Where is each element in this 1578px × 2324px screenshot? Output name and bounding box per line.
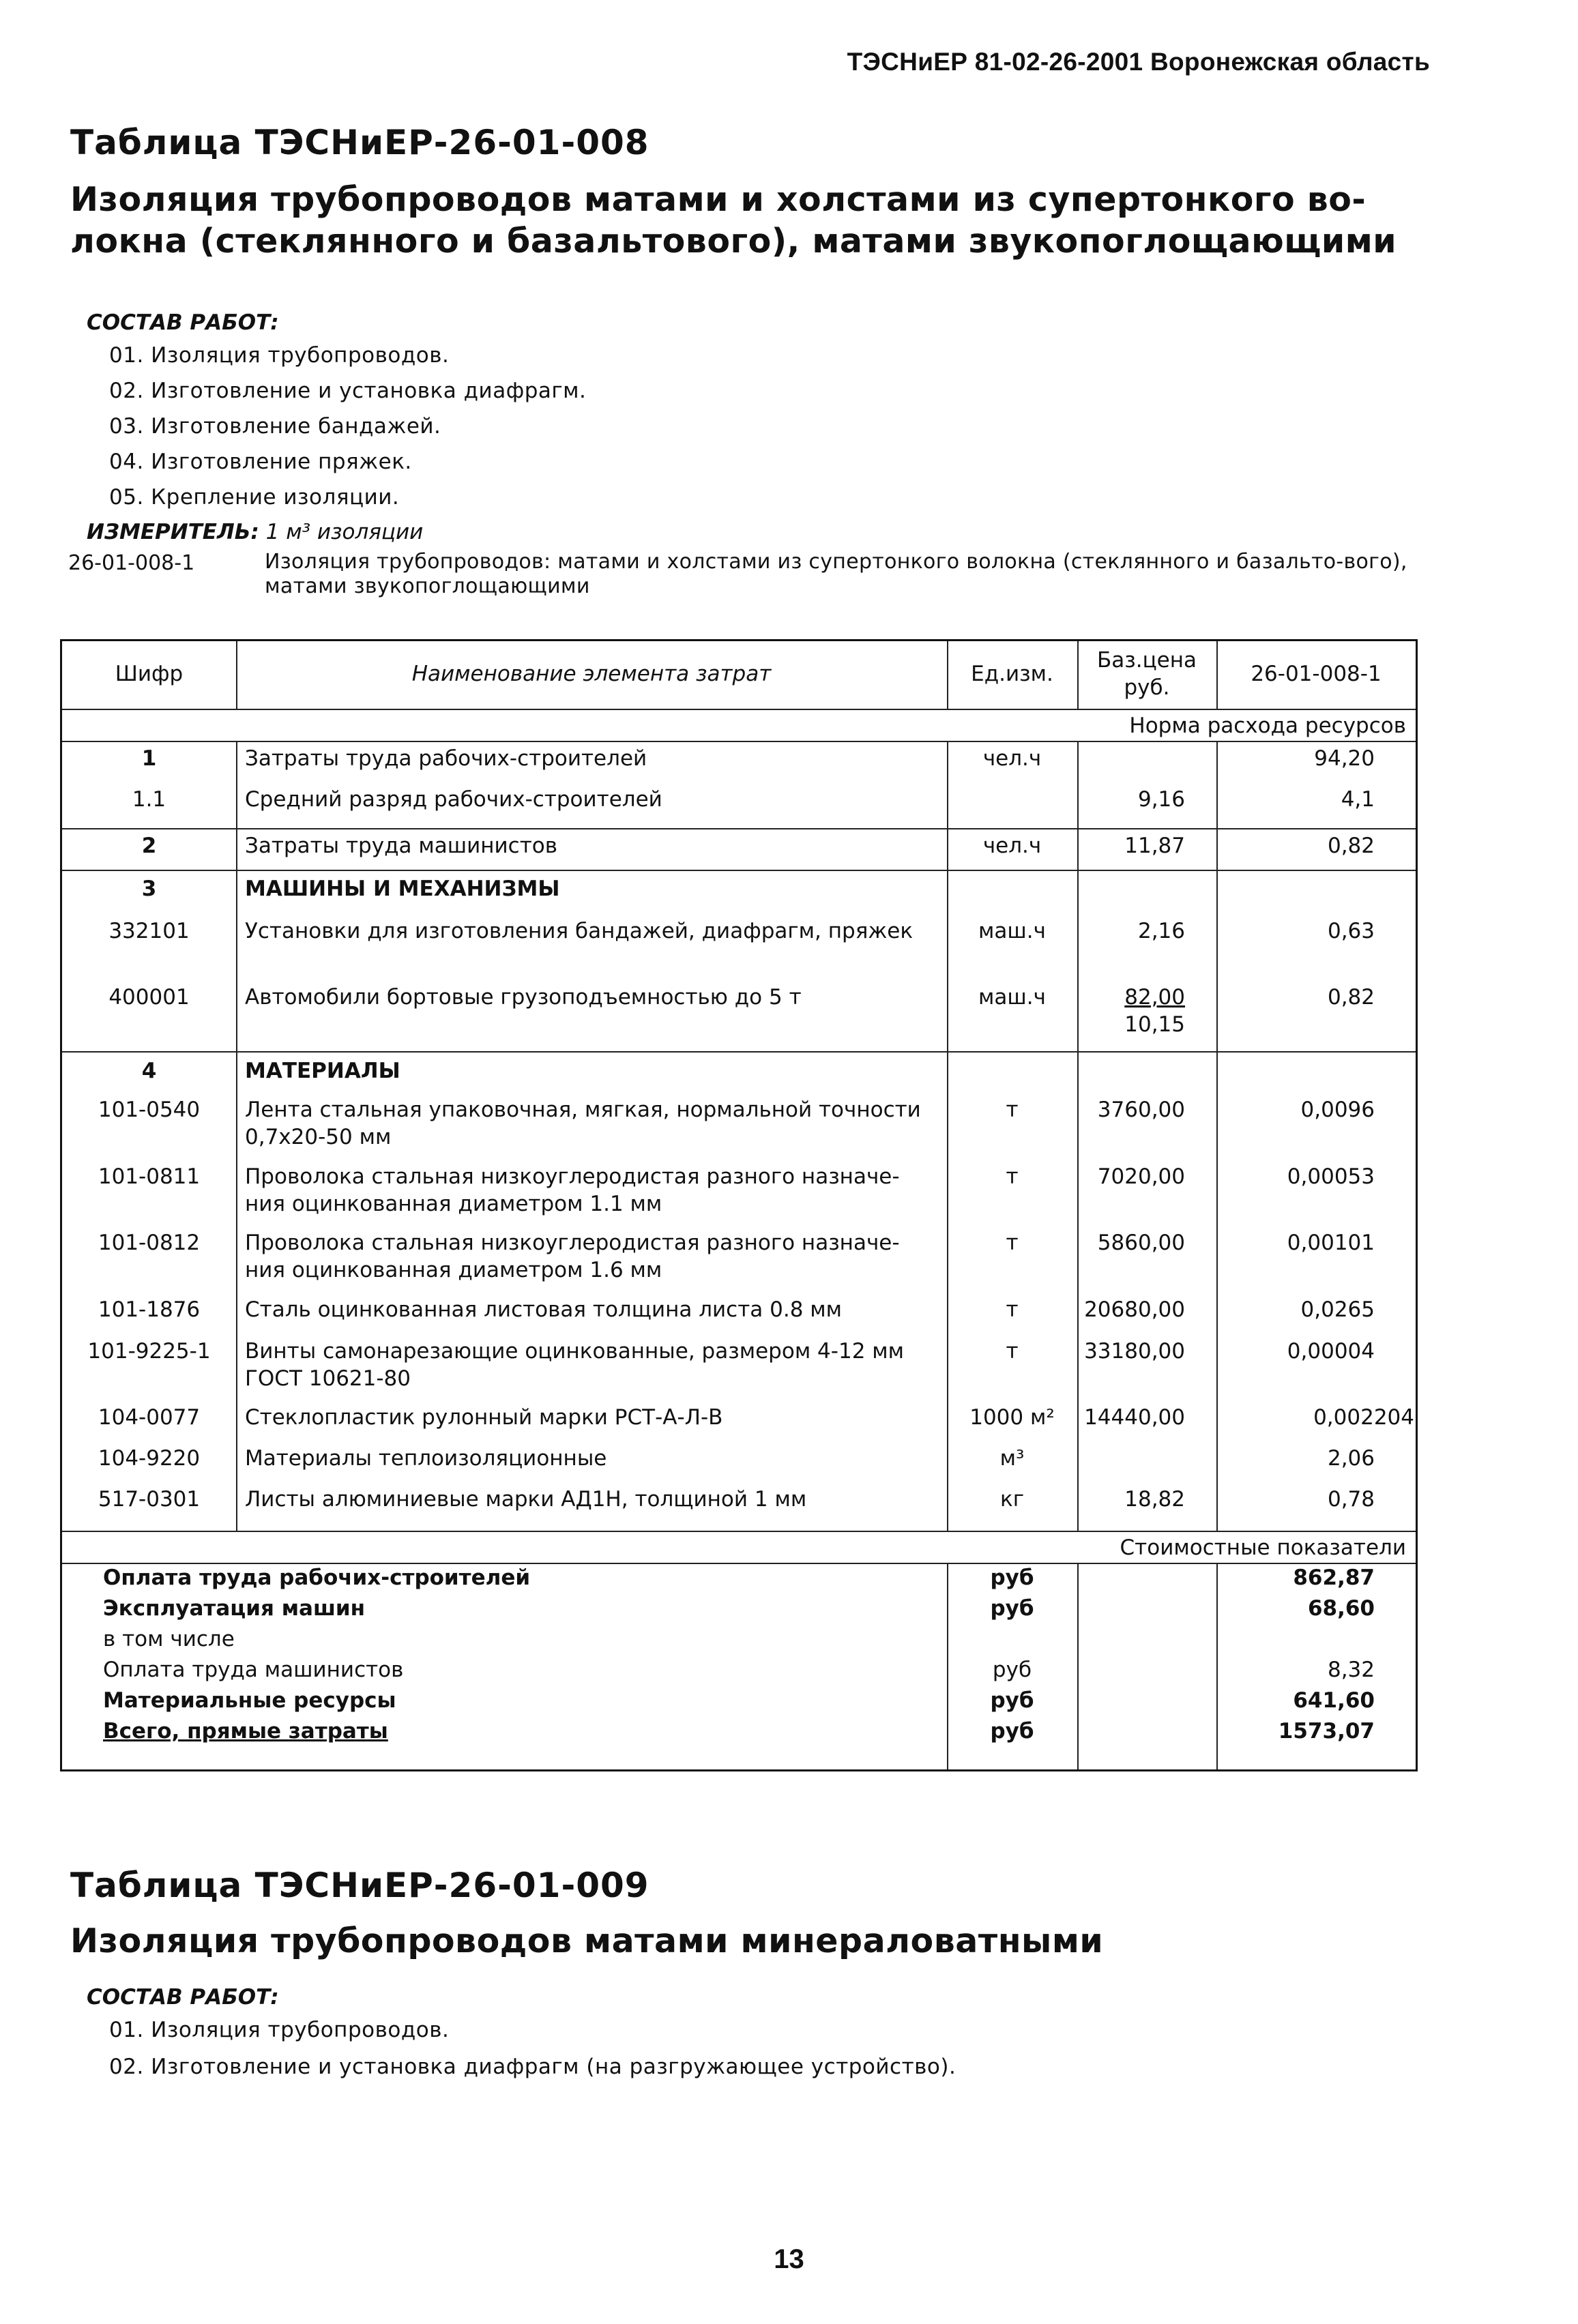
header-norm: 26-01-008-1 bbox=[1251, 662, 1382, 686]
row-value: 0,002204 bbox=[1313, 1405, 1414, 1430]
row-name: Проволока стальная низкоуглеродистая разного назначе-ния оцинкованная диаметром 1.1 мм bbox=[245, 1164, 900, 1216]
row-value: 0,00053 bbox=[1287, 1164, 1375, 1189]
row-unit: чел.ч bbox=[982, 746, 1042, 771]
row-value: 0,82 bbox=[1327, 834, 1375, 858]
resource-table bbox=[60, 639, 1418, 1771]
section-materials: МАТЕРИАЛЫ bbox=[245, 1059, 400, 1083]
row-name: Затраты труда рабочих-строителей bbox=[245, 746, 647, 771]
row-unit: т bbox=[1006, 1231, 1019, 1255]
work-item: 04. Изготовление пряжек. bbox=[109, 450, 412, 474]
row-value: 0,00004 bbox=[1287, 1339, 1375, 1364]
cost-label: Всего, прямые затраты bbox=[103, 1719, 388, 1744]
cost-label: Оплата труда рабочих-строителей bbox=[103, 1565, 531, 1590]
row-unit: т bbox=[1006, 1164, 1019, 1189]
row-name: Проволока стальная низкоуглеродистая разного назначе-ния оцинкованная диаметром 1.6 мм bbox=[245, 1231, 900, 1282]
row-value: 0,78 bbox=[1327, 1487, 1375, 1512]
row-code: 3 bbox=[141, 877, 157, 901]
row-unit: т bbox=[1006, 1339, 1019, 1364]
row-value: 0,00101 bbox=[1287, 1231, 1375, 1255]
header-price-line2: руб. bbox=[1124, 675, 1170, 700]
document-code-header: ТЭСНиЕР 81-02-26-2001 Воронежская область bbox=[847, 48, 1430, 76]
row-code: 101-9225-1 bbox=[87, 1339, 211, 1364]
row-unit: маш.ч bbox=[978, 985, 1046, 1010]
table2-subtitle: Изоляция трубопроводов матами минераловатными bbox=[70, 1922, 1104, 1960]
cost-label: Эксплуатация машин bbox=[103, 1596, 366, 1621]
row-name: Средний разряд рабочих-строителей bbox=[245, 787, 662, 812]
work-item: 03. Изготовление бандажей. bbox=[109, 414, 441, 439]
row-name: Материалы теплоизоляционные bbox=[245, 1446, 607, 1471]
cost-unit: руб bbox=[990, 1719, 1034, 1744]
row-name: Стеклопластик рулонный марки РСТ-А-Л-В bbox=[245, 1405, 723, 1430]
row-name: Автомобили бортовые грузоподъемностью до 5 т bbox=[245, 985, 802, 1010]
cost-value: 862,87 bbox=[1293, 1565, 1375, 1590]
row-code: 101-0811 bbox=[98, 1164, 201, 1189]
cost-unit: руб bbox=[990, 1565, 1034, 1590]
row-code: 332101 bbox=[108, 919, 190, 943]
work-item: 01. Изоляция трубопроводов. bbox=[109, 2018, 450, 2042]
row-code: 2 bbox=[141, 834, 157, 858]
row-price: 3760,00 bbox=[1097, 1098, 1185, 1122]
row-value: 0,0096 bbox=[1300, 1098, 1375, 1122]
measure-label: ИЗМЕРИТЕЛЬ: bbox=[87, 520, 259, 544]
row-code: 1 bbox=[141, 746, 157, 771]
row-price: 2,16 bbox=[1137, 919, 1185, 943]
row-unit: м³ bbox=[999, 1446, 1025, 1471]
row-value: 2,06 bbox=[1327, 1446, 1375, 1471]
norm-code-description: Изоляция трубопроводов: матами и холстами из супертонкого волокна (стеклянного и базальто-вого), матами звукопоглощающими bbox=[265, 550, 1407, 598]
row-unit: т bbox=[1006, 1098, 1019, 1122]
row-name: Винты самонарезающие оцинкованные, размером 4-12 мм ГОСТ 10621-80 bbox=[245, 1339, 905, 1391]
row-name: Листы алюминиевые марки АД1Н, толщиной 1 мм bbox=[245, 1487, 807, 1512]
cost-label: Оплата труда машинистов bbox=[103, 1658, 404, 1682]
page-number: 13 bbox=[774, 2244, 804, 2274]
row-price: 14440,00 bbox=[1084, 1405, 1185, 1430]
row-value: 0,82 bbox=[1327, 985, 1375, 1010]
table1-subtitle bbox=[70, 179, 1435, 262]
row-code: 101-0812 bbox=[98, 1231, 201, 1255]
row-price: 7020,00 bbox=[1097, 1164, 1185, 1189]
row-code: 104-0077 bbox=[98, 1405, 201, 1430]
row-unit: чел.ч bbox=[982, 834, 1042, 858]
row-value: 4,1 bbox=[1341, 787, 1375, 812]
row-price-secondary: 10,15 bbox=[1124, 1012, 1185, 1037]
row-price: 5860,00 bbox=[1097, 1231, 1185, 1255]
cost-value: 8,32 bbox=[1327, 1658, 1375, 1682]
row-unit: т bbox=[1006, 1297, 1019, 1322]
row-name: Лента стальная упаковочная, мягкая, нормальной точности 0,7х20-50 мм bbox=[245, 1098, 921, 1149]
row-name: Сталь оцинкованная листовая толщина листа 0.8 мм bbox=[245, 1297, 843, 1322]
norm-section-label: Норма расхода ресурсов bbox=[1129, 714, 1406, 738]
cost-unit: руб bbox=[992, 1658, 1032, 1682]
norm-code: 26-01-008-1 bbox=[68, 551, 195, 575]
row-price: 20680,00 bbox=[1084, 1297, 1185, 1322]
row-code: 1.1 bbox=[132, 787, 166, 812]
work-item: 02. Изготовление и установка диафрагм. bbox=[109, 379, 587, 403]
work-item: 02. Изготовление и установка диафрагм (на разгружающее устройство). bbox=[109, 2055, 956, 2079]
cost-label: Материальные ресурсы bbox=[103, 1688, 396, 1713]
works-heading: СОСТАВ РАБОТ: bbox=[87, 310, 279, 335]
row-value: 0,63 bbox=[1327, 919, 1375, 943]
row-price: 18,82 bbox=[1124, 1487, 1185, 1512]
row-unit: маш.ч bbox=[978, 919, 1046, 943]
cost-unit: руб bbox=[990, 1688, 1034, 1713]
table1-title: Таблица ТЭСНиЕР-26-01-008 bbox=[70, 123, 649, 162]
cost-section-label: Стоимостные показатели bbox=[1120, 1535, 1406, 1560]
works-heading: СОСТАВ РАБОТ: bbox=[87, 1985, 279, 2010]
row-code: 4 bbox=[141, 1059, 157, 1083]
row-code: 517-0301 bbox=[98, 1487, 201, 1512]
measure-value: 1 м³ изоляции bbox=[265, 520, 424, 544]
row-price: 33180,00 bbox=[1084, 1339, 1185, 1364]
cost-value: 1573,07 bbox=[1278, 1719, 1375, 1744]
row-value: 94,20 bbox=[1314, 746, 1375, 771]
row-unit: кг bbox=[999, 1487, 1024, 1512]
cost-value: 68,60 bbox=[1307, 1596, 1375, 1621]
row-price: 11,87 bbox=[1124, 834, 1185, 858]
row-unit: 1000 м² bbox=[969, 1405, 1055, 1430]
row-name: Затраты труда машинистов bbox=[245, 834, 558, 858]
row-code: 101-1876 bbox=[98, 1297, 201, 1322]
row-price: 9,16 bbox=[1137, 787, 1185, 812]
cost-value: 641,60 bbox=[1293, 1688, 1375, 1713]
cost-label: в том числе bbox=[103, 1627, 235, 1651]
table1-subtitle-line2: локна (стеклянного и базальтового), матами звукопоглощающими bbox=[70, 222, 1397, 261]
row-name: Установки для изготовления бандажей, диафрагм, пряжек bbox=[245, 919, 914, 943]
header-price-line1: Баз.цена bbox=[1096, 648, 1197, 673]
row-value: 0,0265 bbox=[1300, 1297, 1375, 1322]
row-price: 82,00 bbox=[1124, 985, 1185, 1010]
row-code: 400001 bbox=[108, 985, 190, 1010]
section-machines: МАШИНЫ И МЕХАНИЗМЫ bbox=[245, 877, 560, 901]
header-unit: Ед.изм. bbox=[971, 662, 1053, 686]
work-item: 05. Крепление изоляции. bbox=[109, 485, 400, 510]
row-code: 104-9220 bbox=[98, 1446, 201, 1471]
table2-title: Таблица ТЭСНиЕР-26-01-009 bbox=[70, 1866, 649, 1905]
table1-subtitle-line1: Изоляция трубопроводов матами и холстами из супертонкого во- bbox=[70, 180, 1367, 219]
work-item: 01. Изоляция трубопроводов. bbox=[109, 343, 450, 368]
row-code: 101-0540 bbox=[98, 1098, 201, 1122]
measure-line bbox=[87, 520, 423, 544]
header-code: Шифр bbox=[115, 662, 184, 686]
header-name: Наименование элемента затрат bbox=[411, 662, 772, 686]
cost-unit: руб bbox=[990, 1596, 1034, 1621]
